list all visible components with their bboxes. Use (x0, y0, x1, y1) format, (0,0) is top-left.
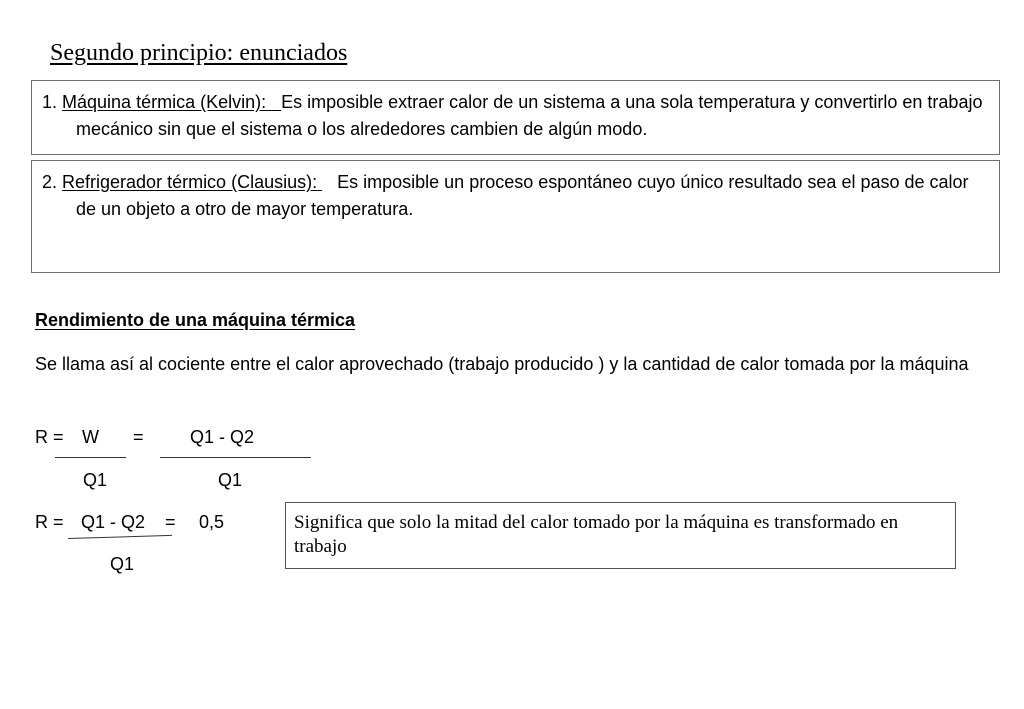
formula2-result: 0,5 (199, 512, 225, 532)
kelvin-statement-box (31, 80, 1000, 155)
kelvin-label: Máquina térmica (Kelvin): (62, 92, 267, 112)
formula2-den: Q1 (110, 554, 135, 574)
half-heat-note: Significa que solo la mitad del calor tomado por la máquina es transformado en trabajo (285, 502, 956, 569)
clausius-text: Es imposible un proceso espontáneo cuyo único resultado sea el paso de calor de un objeto a otro de mayor temperatura. (76, 172, 969, 219)
formula1-den1: Q1 (83, 470, 108, 490)
clausius-label-gap (317, 172, 322, 192)
clausius-statement (42, 169, 989, 223)
formula1-num2: Q1 - Q2 (190, 427, 255, 447)
kelvin-text: Es imposible extraer calor de un sistema a una sola temperatura y convertirlo en trabajo mecánico sin que el sistema o los alrededores cambien de algún modo. (76, 92, 983, 139)
clausius-statement-box (31, 160, 1000, 273)
formula1-fraction-bar-2 (160, 457, 311, 458)
formula1-lhs: R = (35, 427, 64, 447)
formula2-eq: = (165, 512, 176, 532)
efficiency-definition: Se llama así al cociente entre el calor aprovechado (trabajo producido ) y la cantidad de calor tomada por la máquina (35, 354, 969, 374)
formula1-fraction-bar-1 (55, 457, 126, 458)
kelvin-number: 1. (42, 92, 63, 112)
clausius-number: 2. (42, 172, 63, 192)
efficiency-heading: Rendimiento de una máquina térmica (35, 310, 356, 330)
formula2-lhs: R = (35, 512, 64, 532)
formula2-num: Q1 - Q2 (81, 512, 146, 532)
page-title: Segundo principio: enunciados (50, 40, 348, 66)
formula1-num1: W (82, 427, 99, 447)
formula2-fraction-bar (68, 535, 172, 539)
formula1-eq: = (133, 427, 144, 447)
kelvin-label-gap (266, 92, 281, 112)
clausius-label: Refrigerador térmico (Clausius): (62, 172, 318, 192)
formula1-den2: Q1 (218, 470, 243, 490)
kelvin-statement (42, 89, 989, 143)
